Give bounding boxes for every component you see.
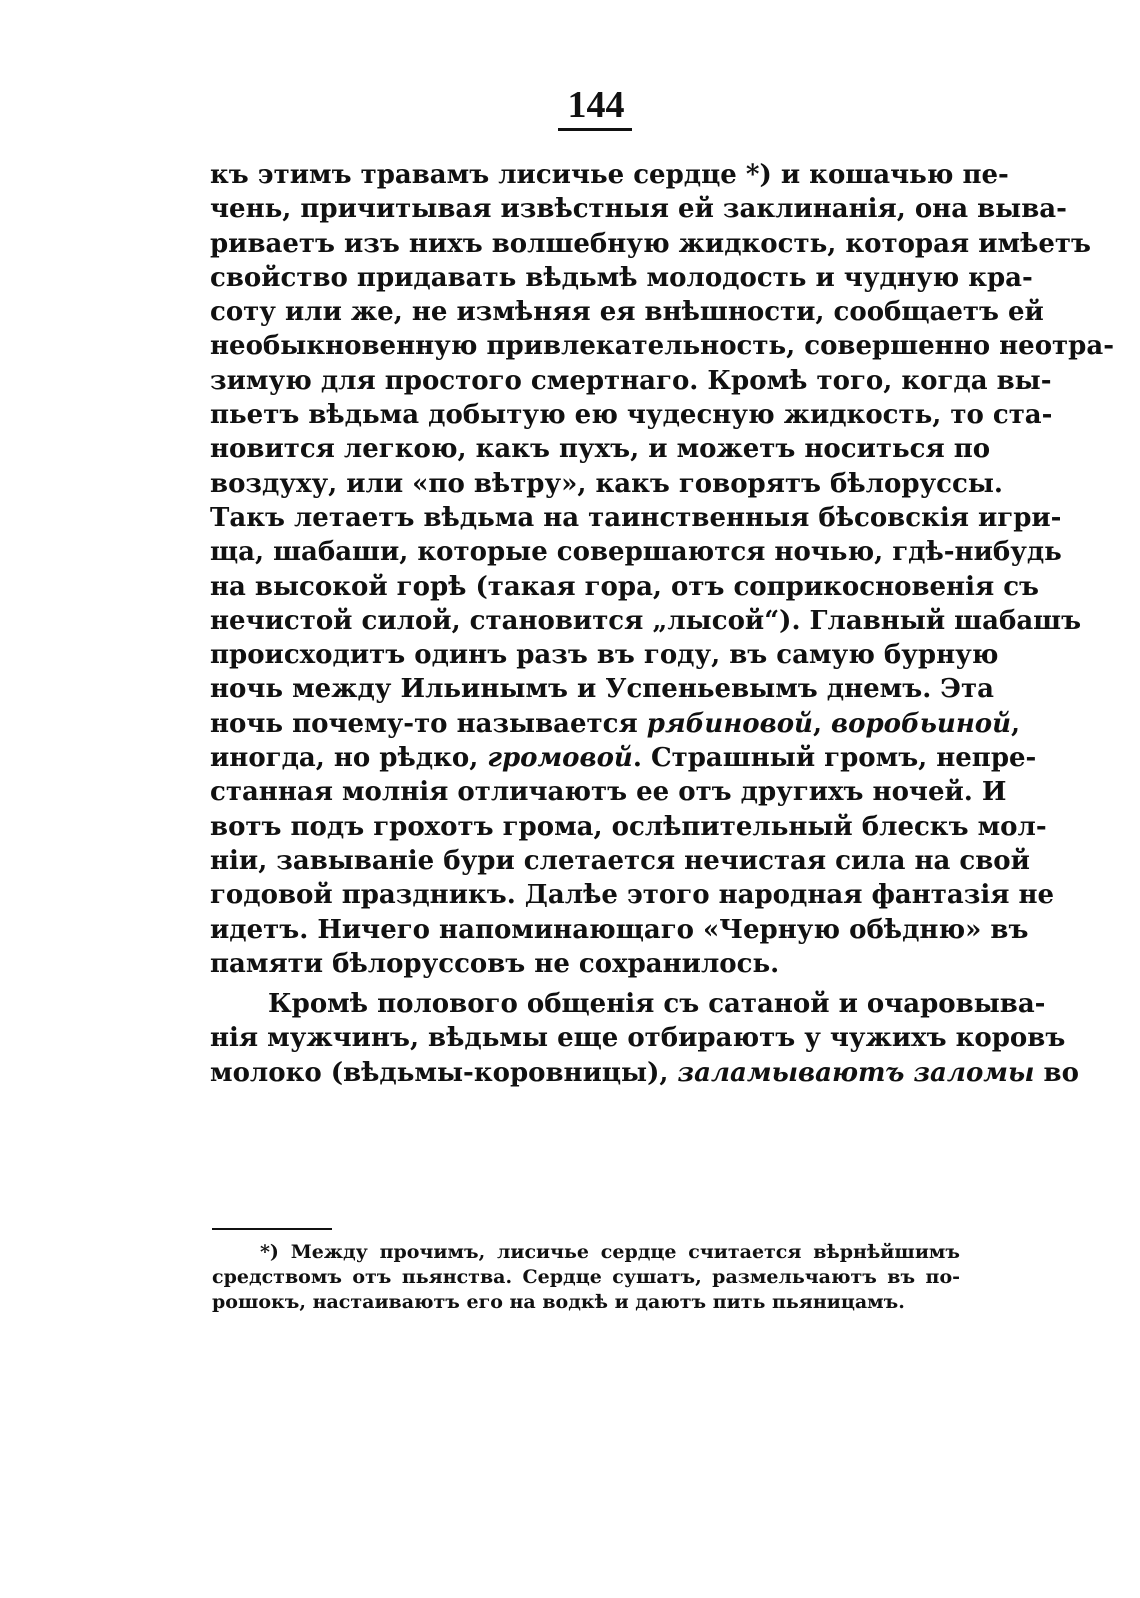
text-segment: иногда, но рѣдко,	[210, 743, 488, 774]
text-line: ніи, завываніе бури слетается нечистая сила на свой	[210, 845, 1030, 876]
text-line: чень, причитывая извѣстныя ей заклинанія, она выва-	[210, 194, 1067, 225]
text-line: необыкновенную привлекательность, совершенно неотра-	[210, 331, 1114, 362]
footnote-line: рошокъ, настаиваютъ его на водкѣ и даютъ пить пьяницамъ.	[212, 1291, 905, 1313]
main-text	[210, 158, 1114, 1090]
text-line: риваетъ изъ нихъ волшебную жидкость, которая имѣетъ	[210, 228, 1091, 259]
text-line: зимую для простого смертнаго. Кромѣ того, когда вы-	[210, 365, 1052, 396]
text-segment: молоко (вѣдьмы-коровницы),	[210, 1057, 678, 1088]
text-line: нія мужчинъ, вѣдьмы еще отбираютъ у чужихъ коровъ	[210, 1023, 1066, 1054]
italic-term: заломы	[913, 1057, 1035, 1088]
text-line: Такъ летаетъ вѣдьма на таинственныя бѣсовскія игри-	[210, 502, 1062, 533]
text-line: воздуху, или «по вѣтру», какъ говорятъ бѣлоруссы.	[210, 468, 1003, 499]
text-line: годовой праздникъ. Далѣе этого народная фантазія не	[210, 880, 1055, 911]
footnote-separator	[212, 1228, 332, 1230]
text-line: новится легкою, какъ пухъ, и можетъ носиться по	[210, 434, 991, 465]
page-number-underline	[558, 128, 632, 131]
text-segment: ночь почему-то называется	[210, 708, 647, 739]
text-line-with-italics	[210, 1056, 1079, 1090]
footnote	[212, 1240, 960, 1315]
text-line: ночь между Ильинымъ и Успеньевымъ днемъ. Эта	[210, 674, 994, 705]
text-line: пьетъ вѣдьма добытую ею чудесную жидкость, то ста-	[210, 400, 1053, 431]
text-line: ща, шабаши, которые совершаются ночью, гдѣ-нибудь	[210, 537, 1062, 568]
italic-term: заламываютъ	[677, 1057, 905, 1088]
text-line: къ этимъ травамъ лисичье сердце *) и кошачью пе-	[210, 160, 1009, 190]
text-line: нечистой силой, становится „лысой“). Главный шабашъ	[210, 605, 1082, 636]
text-line-with-italics	[210, 707, 1021, 741]
text-segment: во	[1034, 1057, 1079, 1088]
text-line-with-italics	[210, 741, 1037, 775]
page-number: 144	[567, 84, 625, 126]
text-segment: ,	[812, 708, 832, 739]
footnote-line: средствомъ отъ пьянства. Сердце сушатъ, размельчаютъ въ по-	[212, 1266, 960, 1288]
italic-term: громовой	[487, 743, 633, 774]
text-line: Кромѣ полового общенія съ сатаной и очаровыва-	[268, 989, 1046, 1020]
text-segment: . Страшный громъ, непре-	[632, 743, 1037, 774]
text-line: вотъ подъ грохотъ грома, ослѣпительный блескъ мол-	[210, 811, 1047, 842]
text-line: на высокой горѣ (такая гора, отъ соприкосновенія съ	[210, 571, 1040, 602]
italic-term: рябиновой	[646, 708, 813, 739]
footnote-line: *) Между прочимъ, лисичье сердце считается вѣрнѣйшимъ	[260, 1241, 960, 1263]
text-line: памяти бѣлоруссовъ не сохранилось.	[210, 948, 780, 979]
text-line: идетъ. Ничего напоминающаго «Черную обѣдню» въ	[210, 914, 1029, 945]
italic-term: воробьиной	[831, 708, 1012, 739]
text-line: станная молнія отличаютъ ее отъ другихъ ночей. И	[210, 777, 1007, 808]
text-segment: ,	[1011, 708, 1021, 739]
text-line: свойство придавать вѣдьмѣ молодость и чудную кра-	[210, 262, 1033, 293]
text-line: происходитъ одинъ разъ въ году, въ самую бурную	[210, 640, 999, 671]
text-line: соту или же, не измѣняя ея внѣшности, сообщаетъ ей	[210, 297, 1044, 328]
